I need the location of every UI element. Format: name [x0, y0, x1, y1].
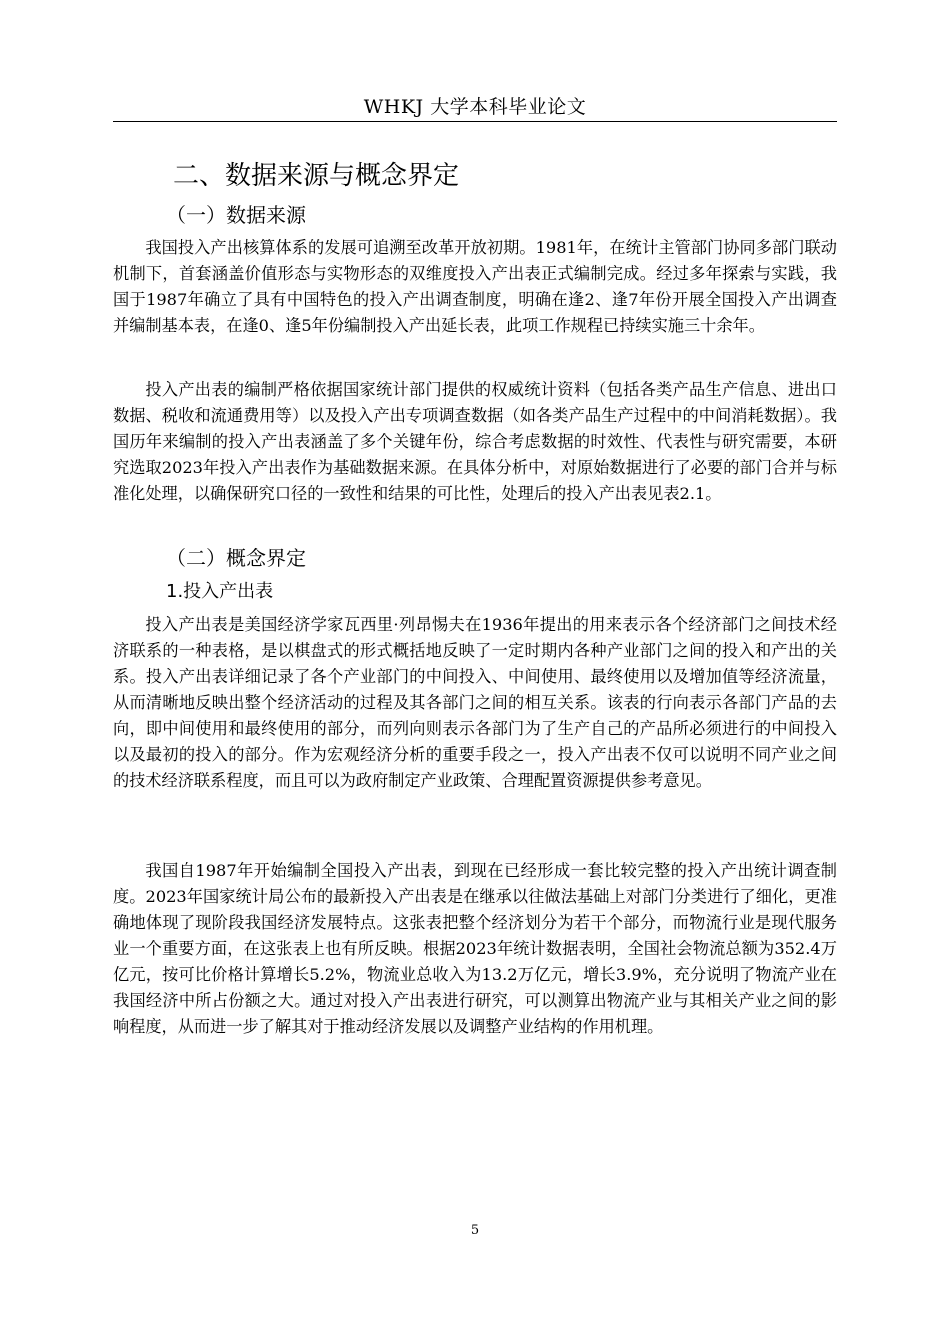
paragraph-io-table-2: 我国自1987年开始编制全国投入产出表，到现在已经形成一套比较完整的投入产出统计调查制度。2023年国家统计局公布的最新投入产出表是在继承以往做法基础上对部门分类进行了细化，更准确地体现了现阶段我国经济发展特点。这张表把整个经济划分为若干个部分，而物流行业是现代服务业一个重要方面，在这张表上也有所反映。根据2023年统计数据表明，全国社会物流总额为352.4万亿元，按可比价格计算增长5.2%，物流业总收入为13.2万亿元，增长3.9%，充分说明了物流产业在我国经济中所占份额之大。通过对投入产出表进行研究，可以测算出物流产业与其相关产业之间的影响程度，从而进一步了解其对于推动经济发展以及调整产业结构的作用机理。 [113, 861, 837, 1036]
section-title: 二、数据来源与概念界定 [173, 161, 460, 191]
subsection-title-data-source: （一）数据来源 [166, 203, 306, 227]
header-rule [113, 121, 837, 122]
page-header: WHKJ 大学本科毕业论文 [363, 96, 587, 118]
paragraph-data-source-2: 投入产出表的编制严格依据国家统计部门提供的权威统计资料（包括各类产品生产信息、进出口数据、税收和流通费用等）以及投入产出专项调查数据（如各类产品生产过程中的中间消耗数据）。我国历年来编制的投入产出表涵盖了多个关键年份，综合考虑数据的时效性、代表性与研究需要，本研究选取2023年投入产出表作为基础数据来源。在具体分析中，对原始数据进行了必要的部门合并与标准化处理，以确保研究口径的一致性和结果的可比性，处理后的投入产出表见表2.1。 [113, 380, 837, 503]
item-title-io-table: 1.投入产出表 [166, 581, 274, 602]
subsection-title-concepts: （二）概念界定 [166, 546, 306, 570]
page-number: 5 [470, 1223, 480, 1238]
paragraph-io-table-1: 投入产出表是美国经济学家瓦西里·列昂惕夫在1936年提出的用来表示各个经济部门之间技术经济联系的一种表格，是以棋盘式的形式概括地反映了一定时期内各种产业部门之间的投入和产出的关系。投入产出表详细记录了各个产业部门的中间投入、中间使用、最终使用以及增加值等经济流量，从而清晰地反映出整个经济活动的过程及其各部门之间的相互关系。该表的行向表示各部门产品的去向，即中间使用和最终使用的部分，而列向则表示各部门为了生产自己的产品所必须进行的中间投入以及最初的投入的部分。作为宏观经济分析的重要手段之一，投入产出表不仅可以说明不同产业之间的技术经济联系程度，而且可以为政府制定产业政策、合理配置资源提供参考意见。 [113, 615, 837, 790]
paragraph-data-source-1: 我国投入产出核算体系的发展可追溯至改革开放初期。1981年，在统计主管部门协同多部门联动机制下，首套涵盖价值形态与实物形态的双维度投入产出表正式编制完成。经过多年探索与实践，我国于1987年确立了具有中国特色的投入产出调查制度，明确在逢2、逢7年份开展全国投入产出调查并编制基本表，在逢0、逢5年份编制投入产出延长表，此项工作规程已持续实施三十余年。 [113, 238, 837, 335]
